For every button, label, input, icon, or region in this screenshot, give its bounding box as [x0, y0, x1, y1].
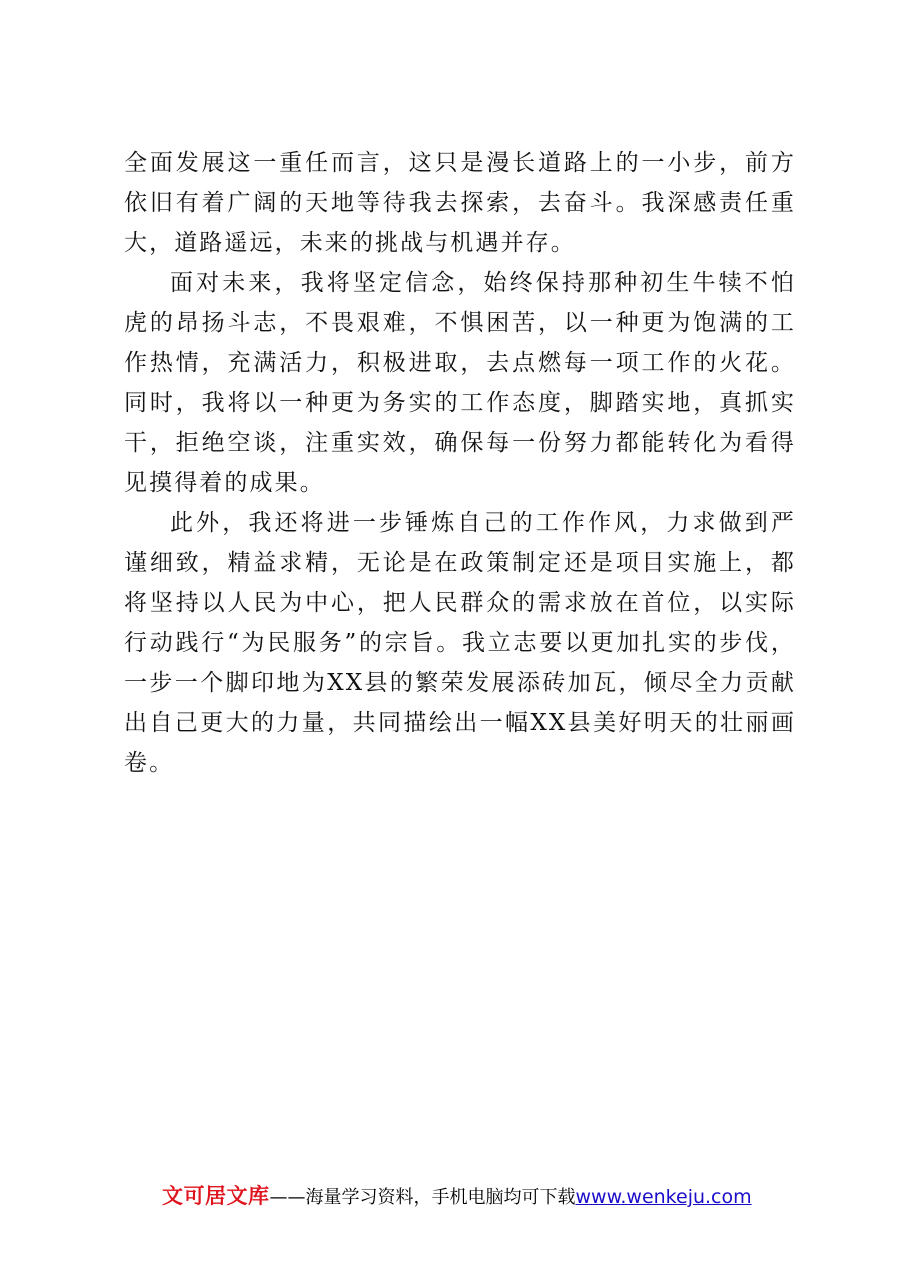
- footer-brand: 文可居文库: [162, 1184, 270, 1208]
- paragraph-continuation: 全面发展这一重任而言，这只是漫长道路上的一小步，前方依旧有着广阔的天地等待我去探索，去奋斗。我深感责任重大，道路遥远，未来的挑战与机遇并存。: [124, 150, 796, 256]
- paragraph-work-style: 此外，我还将进一步锤炼自己的工作作风，力求做到严谨细致，精益求精，无论是在政策制定还是项目实施上，都将坚持以人民为中心，把人民群众的需求放在首位，以实际行动践行“为民服务”的宗旨。我立志要以更加扎实的步伐，一步一个脚印地为XX县的繁荣发展添砖加瓦，倾尽全力贡献出自己更大的力量，共同描绘出一幅XX县美好明天的壮丽画卷。: [124, 510, 796, 776]
- footer-banner: [162, 1180, 802, 1214]
- paragraph-future: 面对未来，我将坚定信念，始终保持那种初生牛犊不怕虎的昂扬斗志，不畏艰难，不惧困苦，以一种更为饱满的工作热情，充满活力，积极进取，去点燃每一项工作的火花。同时，我将以一种更为务实的工作态度，脚踏实地，真抓实干，拒绝空谈，注重实效，确保每一份努力都能转化为看得见摸得着的成果。: [124, 270, 796, 496]
- document-body: [124, 143, 796, 783]
- footer-link[interactable]: www.wenkeju.com: [575, 1186, 752, 1208]
- footer-tagline: ——海量学习资料，手机电脑均可下载: [269, 1187, 576, 1208]
